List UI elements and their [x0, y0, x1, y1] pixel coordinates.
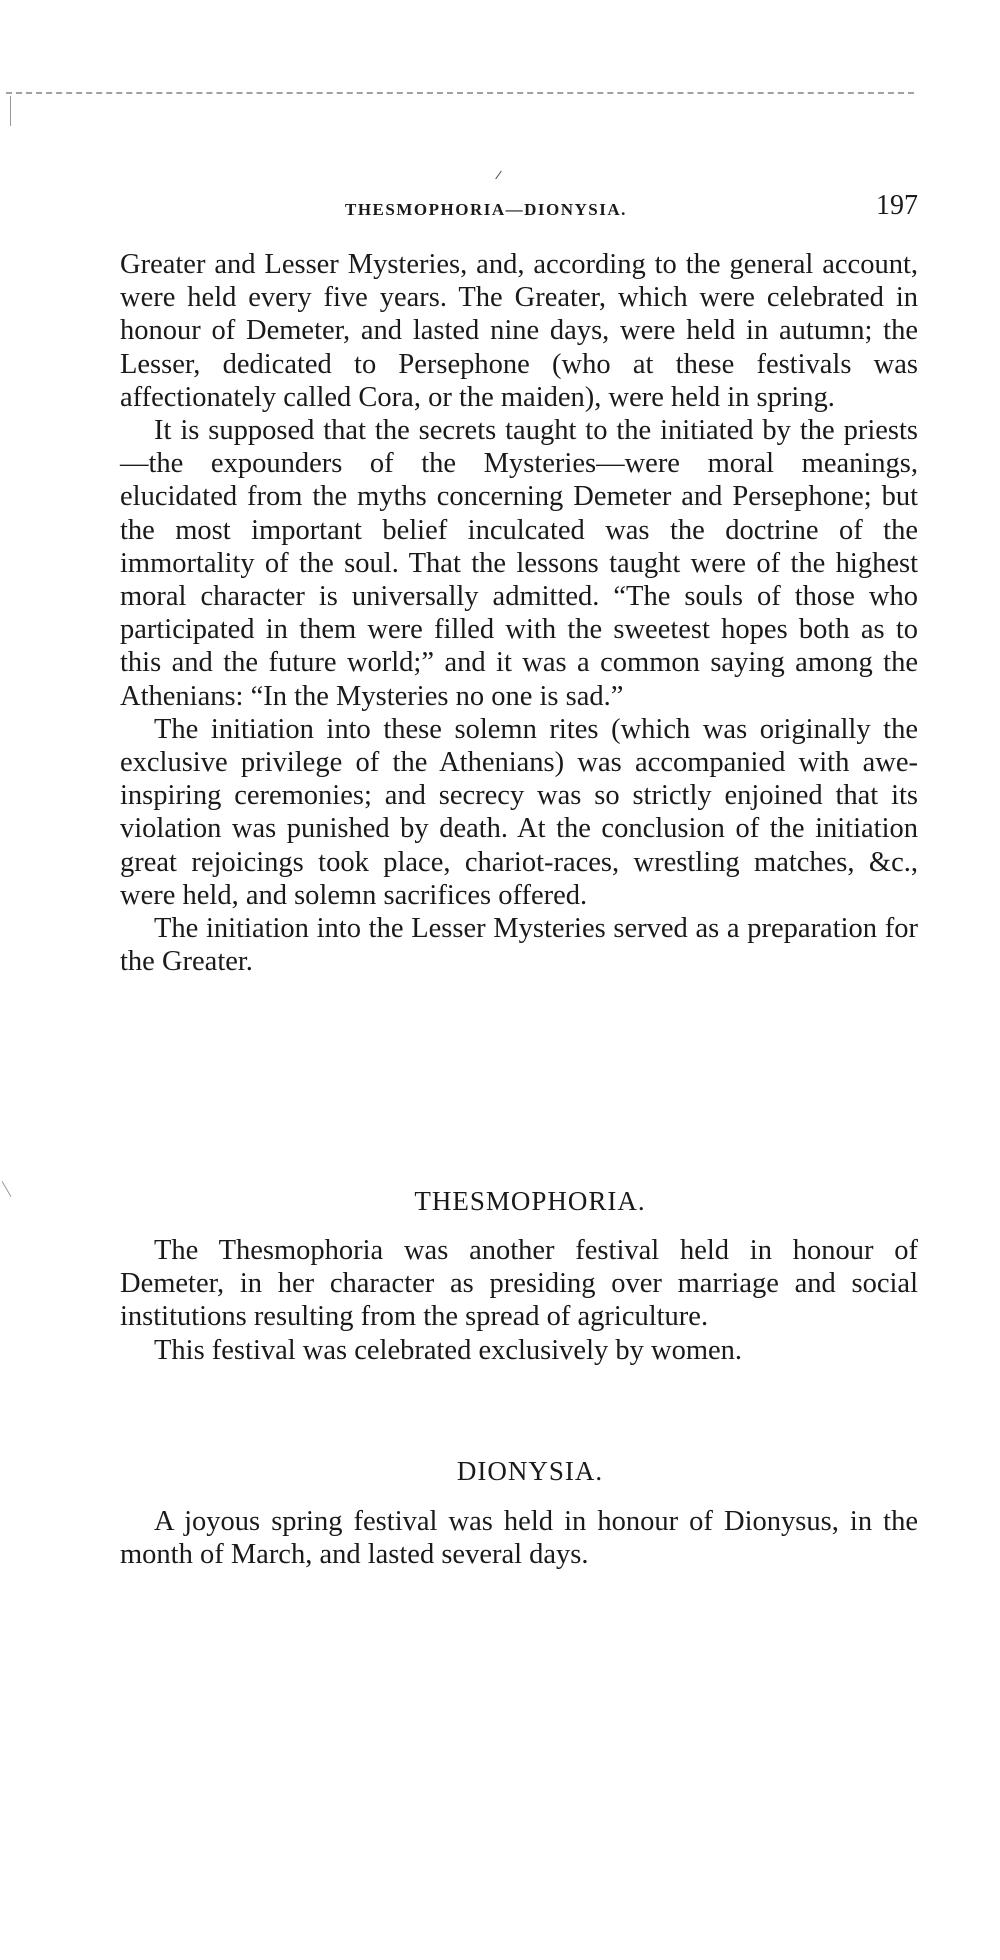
thesmophoria-text [120, 1234, 918, 1367]
scan-artifact-mark [2, 1181, 12, 1197]
paragraph: A joyous spring festival was held in honour of Dionysus, in the month of March, and lasted several days. [120, 1506, 918, 1571]
section-heading-dionysia: DIONYSIA. [456, 1456, 604, 1486]
page-number: 197 [876, 190, 918, 221]
paragraph: Greater and Lesser Mysteries, and, according to the general account, were held every five years. The Greater, which were celebrated in honour of Demeter, and lasted nine days, were held in autumn; the Lesser, dedicated to Persephone (who at these festivals was affectionately called Cora, or the maiden), were held in spring. [120, 249, 918, 413]
paragraph: The initiation into these solemn rites (which was originally the exclusive privilege of the Athenians) was accompanied with awe-inspiring ceremonies; and secrecy was so strictly enjoined that its violation was punished by death. At the conclusion of the initiation great rejoicings took place, chariot-races, wrestling matches, &c., were held, and solemn sacrifices offered. [120, 713, 918, 911]
paragraph: This festival was celebrated exclusively by women. [154, 1334, 743, 1366]
dionysia-text [120, 1505, 918, 1571]
scan-artifact-mark [10, 96, 11, 126]
paragraph: It is supposed that the secrets taught to the initiated by the priests—the expounders of the Mysteries—were moral meanings, elucidated from the myths concerning Demeter and Persephone; but the most important belief inculcated was the doctrine of the immortality of the soul. That the lessons taught were of the highest moral character is universally admitted. “The souls of those who participated in them were filled with the sweetest hopes both as to this and the future world;” and it was a common saying among the Athenians: “In the Mysteries no one is sad.” [120, 415, 918, 712]
running-title: THESMOPHORIA—DIONYSIA. [345, 200, 627, 219]
scan-artifact-line [6, 92, 914, 94]
section-heading-thesmophoria: THESMOPHORIA. [414, 1186, 646, 1216]
main-text [120, 248, 918, 978]
paragraph: The initiation into the Lesser Mysteries served as a preparation for the Greater. [120, 913, 918, 978]
paragraph: The Thesmophoria was another festival held in honour of Demeter, in her character as presiding over marriage and social institutions resulting from the spread of agriculture. [120, 1235, 918, 1333]
scan-artifact-mark [495, 171, 502, 180]
